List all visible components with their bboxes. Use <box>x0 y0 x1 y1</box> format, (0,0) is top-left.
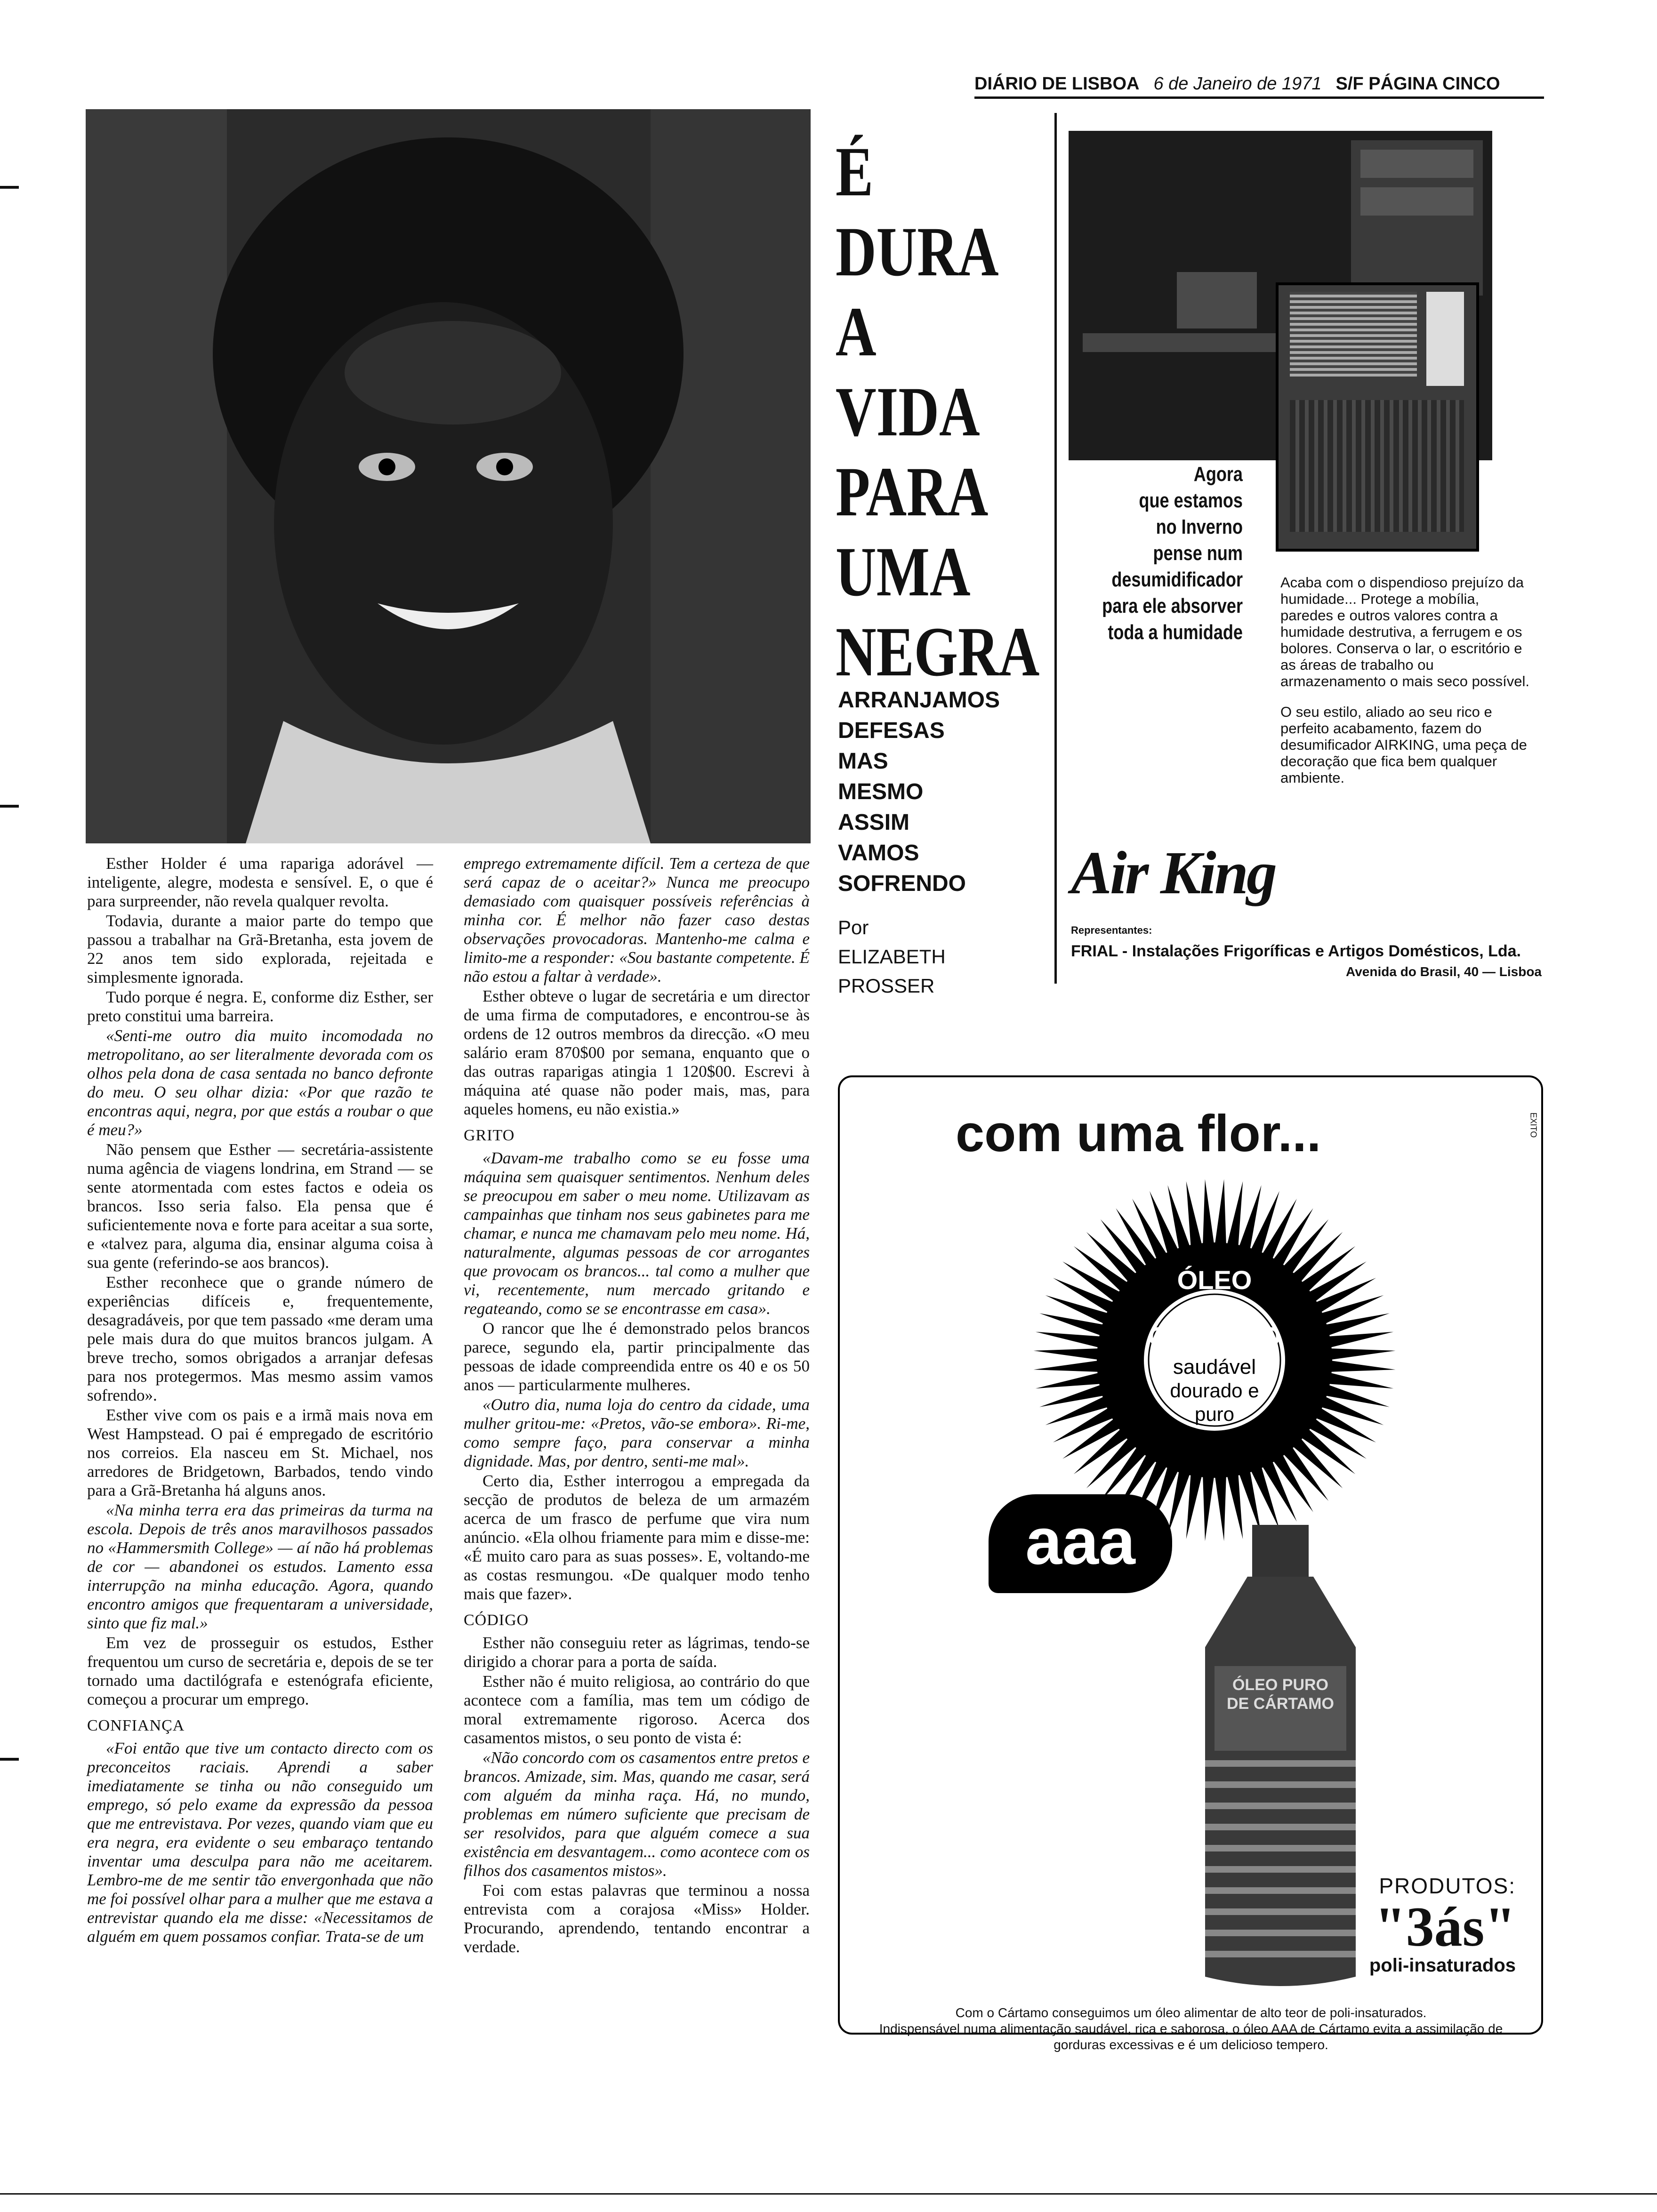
text-line: DURA <box>836 213 999 291</box>
text-line: A <box>836 293 877 371</box>
paragraph: «Foi então que tive um contacto directo com os preconceitos raciais. Aprendi a saber imediatamente se tinha ou não conseguido um emprego, só pelo exame da expressão da pessoa que me entrevistava. Por vezes, quando viam que eu era negra, era evidente o seu embaraço tentando inventar uma desculpa para não me aceitarem. Lembro-me de me sentir tão envergonhada que não me foi possível olhar para a mulher que me estava a entrevistar quando ela me disse: «Necessitamos de alguém em quem possamos confiar. Trata-se de um <box>87 1739 433 1946</box>
dehumidifier-wood-front <box>1290 400 1464 532</box>
text-line: pense num <box>1153 542 1243 565</box>
paragraph: Esther obteve o lugar de secretária e um director de uma firma de computadores, e encontrou-se às ordens de 12 outros membros da direcção. «O meu salário eram 870$00 por semana, enquanto que o das outras raparigas atingia 1 120$00. Escrevi à máquina até quase não poder mais, mas, para aqueles homens, eu não existia.» <box>464 987 810 1118</box>
paragraph: Não pensem que Esther — secretária-assistente numa agência de viagens londrina, em Strand — se sente atormentada com estes factos e odeia os brancos. Isso seria falso. Ela pensa que é suficientemente nova e forte para aceitar a sua sorte, e «talvez para, alguma dia, ensinar alguma coisa à sua gente (referindo-se aos brancos). <box>87 1140 433 1272</box>
masthead <box>974 66 1539 94</box>
airking-logo: Air King <box>1071 839 1276 907</box>
text-line: MESMO <box>838 779 924 804</box>
airking-representative <box>1071 920 1542 982</box>
text-line: ARRANJAMOS <box>838 688 1000 713</box>
aaa-badge: aaa <box>989 1494 1172 1593</box>
byline-name-last: PROSSER <box>838 975 935 997</box>
poli-insaturados: poli-insaturados <box>1369 1955 1516 1976</box>
airking-copy-2: O seu estilo, aliado ao seu rico e perfeito acabamento, fazem do desumificador AIRKING, uma peça de decoração que fica bem qualquer ambiente. <box>1280 704 1527 786</box>
text-line: para ele absorver <box>1102 594 1243 617</box>
paragraph: «Não concordo com os casamentos entre pretos e brancos. Amizade, sim. Mas, quando me casar, será com alguém da minha raça. Há, no mundo, problemas em número suficiente que precisam de ser resolvidos, para que alguém comece a sua existência em desvantagem... como acontece com os filhos dos casamentos mistos». <box>464 1748 810 1880</box>
text-line: MAS <box>838 749 888 774</box>
paper-name: DIÁRIO DE LISBOA <box>974 74 1140 94</box>
foot-line-2: Indispensável numa alimentação saudável, rica e saborosa, o óleo AAA de Cártamo evita a assimilação de gorduras excessivas e é um delicioso tempero. <box>879 2021 1503 2052</box>
section-heading-codigo: CÓDIGO <box>464 1611 529 1629</box>
paragraph: «Senti-me outro dia muito incomodada no metropolitano, ao ser literalmente devorada com os olhos pela dona de casa sentada no banco defronte do meu. O seu olhar dizia: «Por que razão te encontras aqui, negra, por que estás a roubar o que é meu?» <box>87 1026 433 1139</box>
article-headline <box>836 132 1040 692</box>
text-line: toda a humidade <box>1108 621 1243 644</box>
rep-address: Avenida do Brasil, 40 — Lisboa <box>1346 964 1542 979</box>
paragraph: «Outro dia, numa loja do centro da cidade, uma mulher gritou-me: «Pretos, vão-se embora». Ri-me, como sempre faço, para conservar a minha dignidade. Mas, por dentro, senti-me mal». <box>464 1395 810 1470</box>
airking-copy-1: Acaba com o dispendioso prejuízo da humidade... Protege a mobília, paredes e outros valores contra a humidade destrutiva, a ferrugem e os bolores. Conserva o lar, o escritório e as áreas de trabalho ou armazenamento o mais seco possível. <box>1280 574 1529 689</box>
paragraph: Esther não é muito religiosa, ao contrário do que acontece com a família, mas tem um código de moral extremamente rigoroso. Acerca dos casamentos mistos, o seu ponto de vista é: <box>464 1672 810 1747</box>
paragraph: Foi com estas palavras que terminou a nossa entrevista com a corajosa «Miss» Holder. Procurando, aprendendo, tentando encontrar a verdade. <box>464 1881 810 1956</box>
rep-label: Representantes: <box>1071 924 1152 936</box>
paragraph: «Davam-me trabalho como se eu fosse uma máquina sem quaisquer sentimentos. Nenhum deles se preocupou em saber o meu nome. Utilizavam as campainhas que tinham nos seus gabinetes para me chamar, e nunca me chamavam pelo meu nome. Há, naturalmente, algumas pessoas de cor arrogantes que provocam os brancos... tal como a mulher que vi, recentemente, num mercado gritando e regateando, como se se encontrasse em casa». <box>464 1149 810 1318</box>
bottle-rib <box>1205 1760 1356 1767</box>
text-line: VIDA <box>836 373 980 451</box>
sun-de: DE <box>1196 1293 1233 1323</box>
portrait-photo <box>86 109 811 843</box>
text-line: NEGRA <box>836 613 1040 691</box>
sun-oleo: ÓLEO <box>1177 1265 1252 1295</box>
cartamo-headline: com uma flor... <box>956 1105 1321 1162</box>
margin-mark <box>0 186 19 189</box>
text-line: Agora <box>1193 463 1243 486</box>
masthead-rule <box>974 96 1544 99</box>
margin-mark <box>0 805 19 808</box>
page-bottom-rule <box>0 2193 1657 2195</box>
tres-as: "3ás" <box>1375 1895 1516 1958</box>
article-column-2 <box>464 854 810 1957</box>
paragraph: Esther vive com os pais e a irmã mais nova em West Hampstead. O pai é empregado de escritório nos correios. Ela nasceu em St. Michael, nos arredores de Bridgetown, Barbados, tendo vindo para a Grã-Bretanha há alguns anos. <box>87 1406 433 1499</box>
bottle-rib <box>1205 1824 1356 1830</box>
sun-saudavel: saudável <box>1173 1355 1256 1378</box>
paragraph: Esther reconhece que o grande número de experiências difíceis e, frequentemente, desagradáveis, por que tem passado «me deram uma pele mais dura do que muitos brancos julgam. A breve trecho, somos obrigados a arranjar defesas para nos protegermos. Mas mesmo assim vamos sofrendo». <box>87 1273 433 1404</box>
sunburst-text <box>1125 1266 1304 1351</box>
dehumidifier-grille <box>1290 292 1417 377</box>
byline <box>838 913 1054 1001</box>
airking-tagline <box>1088 461 1243 646</box>
issue-date: 6 de Janeiro de 1971 <box>1153 74 1322 94</box>
text-line: ASSIM <box>838 810 910 835</box>
paragraph: Todavia, durante a maior parte do tempo que passou a trabalhar na Grã-Bretanha, esta jovem de 22 anos tem sido explorada, rejeitada e simplesmente ignorada. <box>87 912 433 986</box>
byline-name-first: ELIZABETH <box>838 946 946 968</box>
dehumidifier-panel <box>1426 292 1464 386</box>
text-line: desumidificador <box>1111 568 1243 591</box>
airking-copy <box>1280 574 1535 800</box>
bottle-rib <box>1205 1781 1356 1788</box>
section-heading-confianca: CONFIANÇA <box>87 1717 185 1734</box>
bottle-rib <box>1205 1845 1356 1851</box>
bottle-label: ÓLEO PURO DE CÁRTAMO <box>1227 1676 1334 1713</box>
ad-agency-credit: EXITO <box>1528 1112 1538 1138</box>
text-line: VAMOS <box>838 841 919 866</box>
article-column-1 <box>87 854 433 1947</box>
cartamo-footnote <box>861 2005 1520 2053</box>
margin-mark <box>0 1758 19 1761</box>
foot-line-1: Com o Cártamo conseguimos um óleo alimentar de alto teor de poli-insaturados. <box>955 2005 1427 2020</box>
paragraph: O rancor que lhe é demonstrado pelos brancos parece, segundo ela, partir principalmente das pessoas de idade compreendida entre os 40 e os 50 anos — particularmente mulheres. <box>464 1319 810 1394</box>
text-line: UMA <box>836 533 971 611</box>
paragraph: Certo dia, Esther interrogou a empregada da secção de produtos de beleza de um armazém acerca de um frasco de perfume que vira num anúncio. «Ela olhou friamente para mim e disse-me: «É muito caro para as suas posses». E, voltando-me as costas resmungou. «De qualquer modo tenho mais que fazer». <box>464 1472 810 1603</box>
section-heading-grito: GRITO <box>464 1127 515 1144</box>
paragraph: Em vez de prosseguir os estudos, Esther frequentou um curso de secretária e, depois de se ter tornado uma dactilógrafa e estenógrafa eficiente, começou a procurar um emprego. <box>87 1634 433 1708</box>
paragraph: Tudo porque é negra. E, conforme diz Esther, ser preto constitui uma barreira. <box>87 988 433 1025</box>
byline-by: Por <box>838 916 869 938</box>
paragraph: «Na minha terra era das primeiras da turma na escola. Depois de três anos maravilhosos passados no «Hammersmith College» — aí não há problemas de cor — abandonei os estudos. Lamento essa interrupção na minha educação. Agora, quando encontro amigos que frequentaram a universidade, sinto que fiz mal.» <box>87 1501 433 1632</box>
sun-dourado: dourado e puro <box>1170 1379 1259 1425</box>
paragraph: Esther não conseguiu reter as lágrimas, tendo-se dirigido a chorar para a porta de saída. <box>464 1634 810 1671</box>
text-line: É <box>836 133 874 211</box>
page-label: S/F PÁGINA CINCO <box>1335 74 1500 94</box>
text-line: que estamos <box>1139 489 1243 512</box>
article-subhead <box>838 685 1054 899</box>
text-line: SOFRENDO <box>838 871 966 896</box>
produtos-label: PRODUTOS: <box>1379 1874 1516 1898</box>
paragraph: Esther Holder é uma rapariga adorável — inteligente, alegre, modesta e sensível. E, o que é para surpreender, não revela qualquer revolta. <box>87 854 433 910</box>
sun-cartamo: CÁRTAMO <box>1148 1322 1281 1351</box>
ad-divider <box>1054 113 1057 984</box>
text-line: no Inverno <box>1156 515 1243 538</box>
text-line: PARA <box>836 453 989 531</box>
paragraph: emprego extremamente difícil. Tem a certeza de que será capaz de o aceitar?» Nunca me preocupo demasiado com quaisquer possíveis referências à minha cor. É melhor não fazer caso destas observações provocadoras. Mantenho-me calma e limito-me a responder: «Sou bastante competente. É não estou a faltar à verdade». <box>464 854 810 986</box>
text-line: DEFESAS <box>838 718 945 743</box>
bottle-rib <box>1205 1803 1356 1809</box>
produtos-block <box>1318 1873 1516 1976</box>
sunburst-slogan <box>1149 1355 1280 1426</box>
rep-name: FRIAL - Instalações Frigoríficas e Artigos Domésticos, Lda. <box>1071 942 1521 960</box>
bottle-rib <box>1205 1866 1356 1873</box>
